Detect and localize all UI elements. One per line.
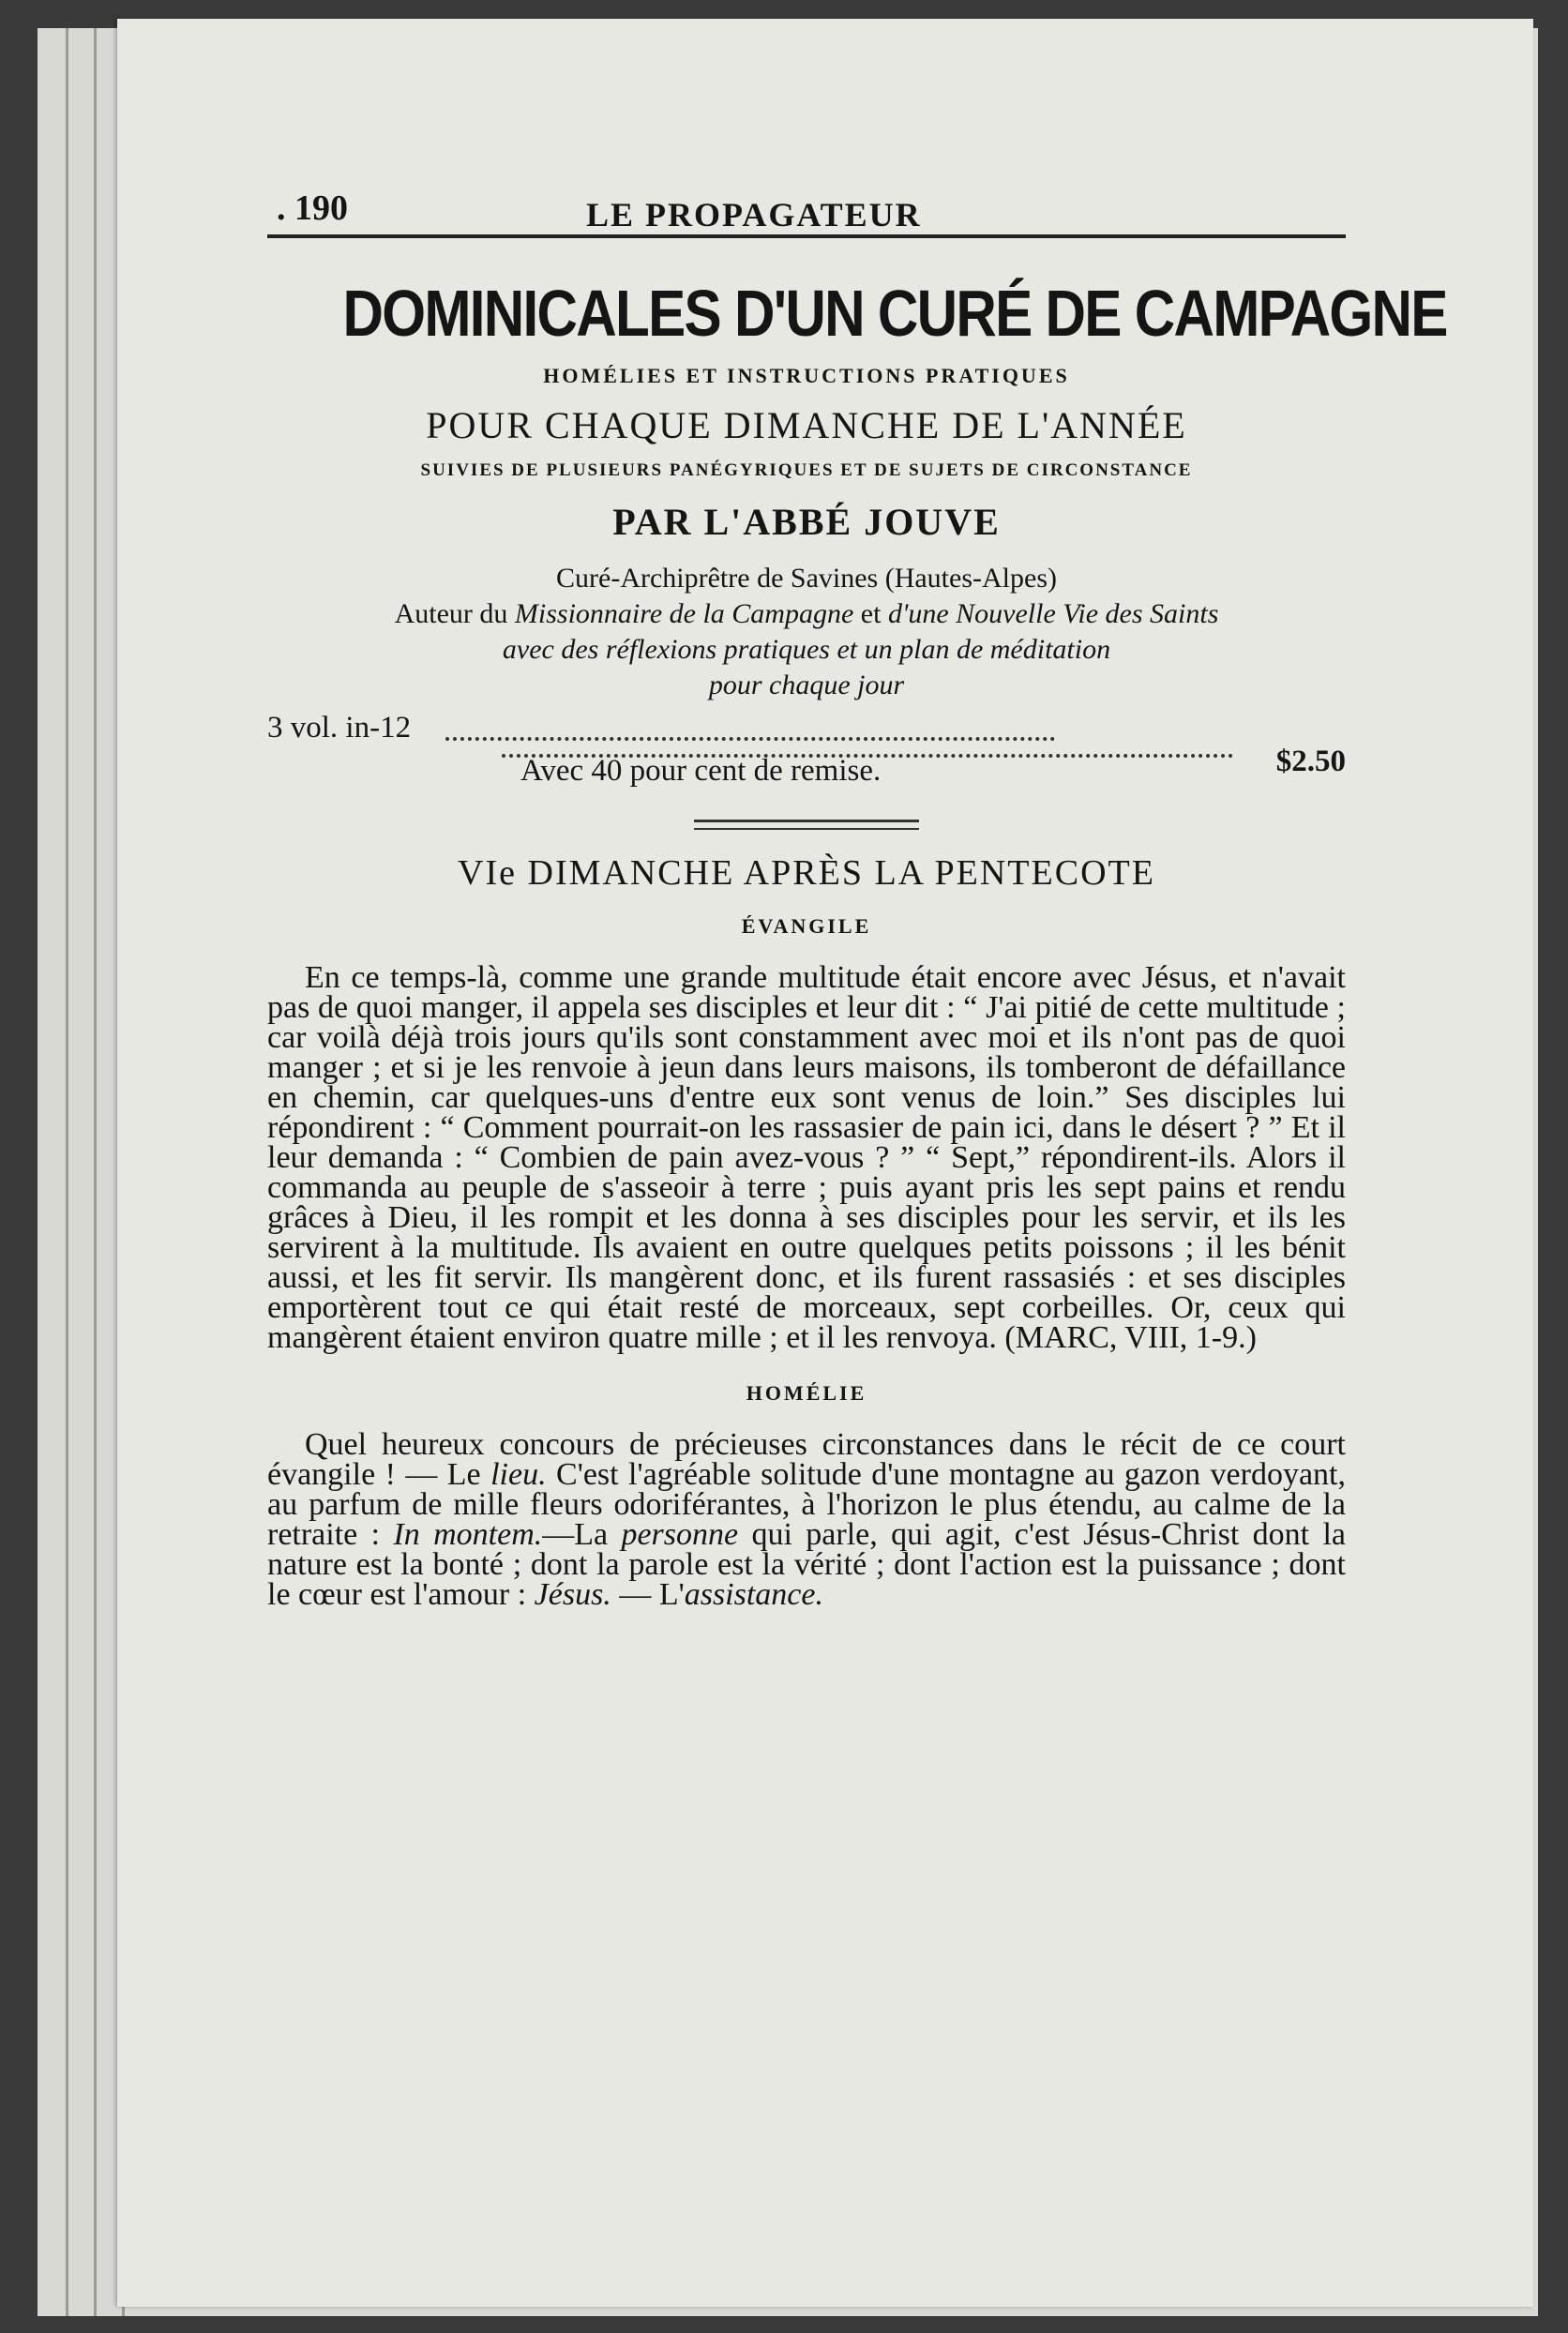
advert-subtitle-3: SUIVIES DE PLUSIEURS PANÉGYRIQUES ET DE SUJETS DE CIRCONSTANCE — [420, 460, 1193, 480]
homelie-part-3: —La — [542, 1517, 622, 1552]
ornament-rule — [694, 820, 919, 830]
homelie-part-4: qui parle, qui agit, c'est Jésus-Christ dont la nature est la bonté ; dont la parole est la vérité ; dont l'action est la puissance ; dont le cœur est l'amour : — [267, 1517, 1347, 1612]
homelie-part-2: C'est l'agréable solitude d'une montagne au gazon verdoyant, au parfum de mille fleurs odoriférantes, à l'horizon le plus étendu, au calme de la retraite : — [267, 1457, 1346, 1552]
page-number: . 190 — [277, 188, 348, 228]
running-head — [267, 178, 1346, 238]
section-title: VIe DIMANCHE APRÈS LA PENTECOTE — [458, 853, 1155, 893]
advert-title: DOMINICALES D'UN CURÉ DE CAMPAGNE — [342, 277, 1447, 350]
homelie-text — [267, 1427, 1347, 1612]
author-works-mid: et — [853, 598, 888, 629]
page — [117, 19, 1533, 2307]
author-works-line-3: avec des réflexions pratiques et un plan de méditation — [502, 634, 1111, 665]
author-work-2: d'une Nouvelle Vie des Saints — [887, 598, 1219, 629]
homelie-assistance: assistance. — [684, 1577, 823, 1612]
author-works-line-4: pour chaque jour — [708, 670, 905, 700]
homelie-latin: In montem. — [393, 1517, 543, 1552]
page-edge — [66, 28, 68, 2316]
homelie-part-1: Quel heureux concours de précieuses circonstances dans le récit de ce court évangile ! — Le — [267, 1427, 1346, 1492]
homelie-jesus: Jésus. — [534, 1577, 611, 1612]
homelie-part-5: — L' — [611, 1577, 685, 1612]
price-row — [267, 745, 1346, 801]
advert-author: PAR L'ABBÉ JOUVE — [612, 501, 1001, 543]
homelie-lieu: lieu. — [490, 1457, 547, 1492]
author-works-prefix: Auteur du — [394, 598, 515, 629]
author-works-line — [267, 596, 1346, 632]
price: $2.50 — [1275, 745, 1346, 778]
page-edge — [94, 28, 97, 2316]
discount-line: Avec 40 pour cent de remise. — [520, 754, 882, 788]
volumes-label: 3 vol. in-12 — [267, 711, 412, 745]
author-title-line: Curé-Archiprêtre de Savines (Hautes-Alpes) — [556, 563, 1057, 594]
advert-subtitle-2: POUR CHAQUE DIMANCHE DE L'ANNÉE — [426, 404, 1187, 446]
running-title: LE PROPAGATEUR — [586, 196, 922, 233]
homelie-personne: personne — [621, 1517, 739, 1552]
homelie-heading: HOMÉLIE — [746, 1381, 867, 1405]
page-content — [267, 178, 1447, 1612]
author-work-1: Missionnaire de la Campagne — [514, 598, 854, 629]
evangile-text: En ce temps-là, comme une grande multitude était encore avec Jésus, et n'avait pas de quoi manger, il appela ses disciples et leur dit : “ J'ai pitié de cette multitude ; car voilà déjà trois jours qu'ils sont constamment avec moi et ils n'ont pas de quoi manger ; et si je les renvoie à jeun dans leurs maisons, ils tomberont de défaillance en chemin, car quelques-uns d'entre eux sont venus de loin.” Ses disciples lui répondirent : “ Comment pourrait-on les rassasier de pain ici, dans le désert ? ” Et il leur demanda : “ Combien de pain avez-vous ? ” “ Sept,” répondirent-ils. Alors il commanda au peuple de s'asseoir à terre ; puis ayant pris les sept pains et rendu grâces à Dieu, il les rompit et les donna à ses disciples pour les servir, et ils les servirent à la multitude. Ils avaient en outre quelques petits poissons ; il les bénit aussi, et les fit servir. Ils mangèrent donc, et ils furent rassasiés : et ses disciples emportèrent tout ce qui était resté de morceaux, sept corbeilles. Or, ceux qui mangèrent étaient environ quatre mille ; et il les renvoya. (MARC, VIII, 1-9.) — [267, 960, 1346, 1355]
leader-dots — [445, 716, 1055, 741]
advert-subtitle-1: HOMÉLIES ET INSTRUCTIONS PRATIQUES — [543, 364, 1070, 387]
evangile-heading: ÉVANGILE — [741, 914, 872, 938]
